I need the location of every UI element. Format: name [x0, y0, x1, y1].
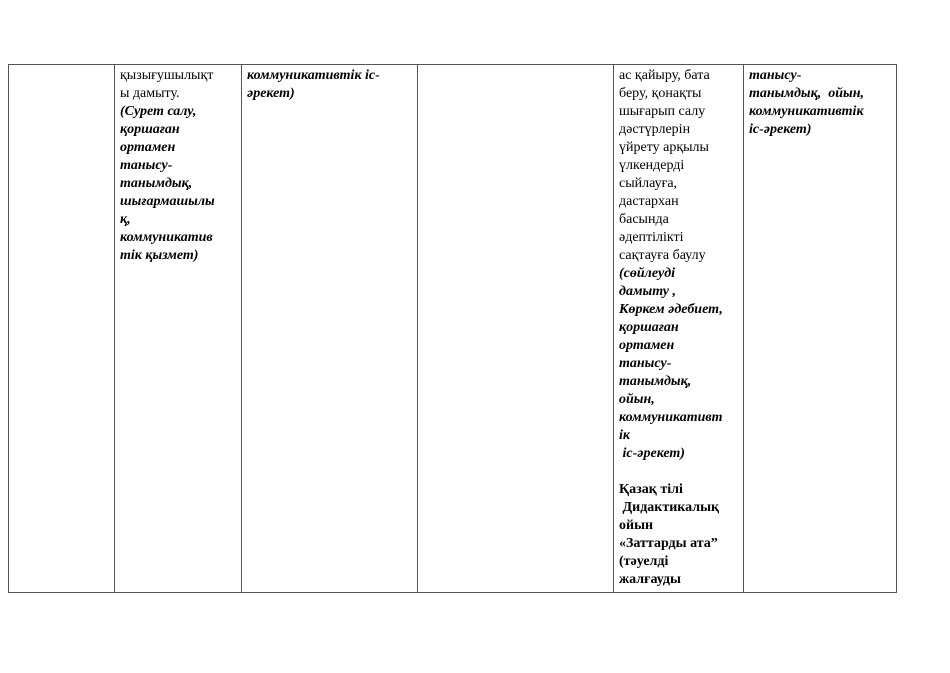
text-line: беру, қонақты	[619, 86, 702, 101]
activity-note-line: қоршаған	[619, 320, 679, 335]
activity-plan-table	[8, 64, 897, 593]
activity-note-line: әрекет)	[247, 86, 295, 101]
table-cell-tradition-text	[614, 65, 744, 593]
activity-note-line: тік қызмет)	[120, 248, 199, 263]
activity-note-line: қ,	[120, 212, 131, 227]
activity-note-line: коммуникатив	[120, 230, 213, 245]
text-line: шығарып салу	[619, 104, 706, 119]
table-cell-empty-middle	[418, 65, 614, 593]
activity-note-line: қоршаған	[120, 122, 180, 137]
lesson-heading-line: Дидактикалық	[619, 500, 720, 515]
activity-note-line: танысу-	[749, 68, 802, 83]
lesson-heading-line: ойын	[619, 518, 654, 533]
lesson-heading-line: Қазақ тілі	[619, 482, 683, 497]
lesson-heading-line: (тәуелді	[619, 554, 669, 569]
text-line: әдептілікті	[619, 230, 684, 245]
activity-note-line: іс-әрекет)	[619, 446, 685, 461]
text-line: сақтауға баулу	[619, 248, 706, 263]
table-cell-empty-first	[9, 65, 115, 593]
text-line: дастархан	[619, 194, 679, 209]
activity-note-line: (сөйлеуді	[619, 266, 676, 281]
text-line: ы дамыту.	[120, 86, 180, 101]
activity-note-line: коммуникативтік	[749, 104, 864, 119]
text-line: қызығушылықт	[120, 68, 214, 83]
table-cell-last-note	[744, 65, 897, 593]
activity-note-line: Көркем әдебиет,	[619, 302, 723, 317]
activity-note-line: коммуникативтік іс-	[247, 68, 380, 83]
activity-note-line: танымдық,	[120, 176, 193, 191]
activity-note-line: танымдық, ойын,	[749, 86, 864, 101]
activity-note-line: ойын,	[619, 392, 655, 407]
text-line: үлкендерді	[619, 158, 685, 173]
activity-note-line: коммуникативт	[619, 410, 723, 425]
lesson-heading-line: жалғауды	[619, 572, 681, 587]
activity-note-line: танысу-	[120, 158, 173, 173]
table-row	[9, 65, 897, 593]
table-cell-development-text	[115, 65, 242, 593]
text-line: дәстүрлерін	[619, 122, 691, 137]
activity-note-line: (Сурет салу,	[120, 104, 197, 119]
activity-note-line: ортамен	[619, 338, 675, 353]
lesson-heading-line: «Заттарды ата”	[619, 536, 718, 551]
activity-note-line: іс-әрекет)	[749, 122, 812, 137]
activity-note-line: дамыту ,	[619, 284, 677, 299]
activity-note-line: танысу-	[619, 356, 672, 371]
text-line: ас қайыру, бата	[619, 68, 710, 83]
blank-line	[619, 463, 739, 481]
text-line: сыйлауға,	[619, 176, 678, 191]
table-cell-communicative-note	[242, 65, 418, 593]
activity-note-line: танымдық,	[619, 374, 692, 389]
activity-note-line: ік	[619, 428, 630, 443]
activity-note-line: шығармашылы	[120, 194, 215, 209]
activity-note-line: ортамен	[120, 140, 176, 155]
text-line: үйрету арқылы	[619, 140, 709, 155]
text-line: басында	[619, 212, 669, 227]
